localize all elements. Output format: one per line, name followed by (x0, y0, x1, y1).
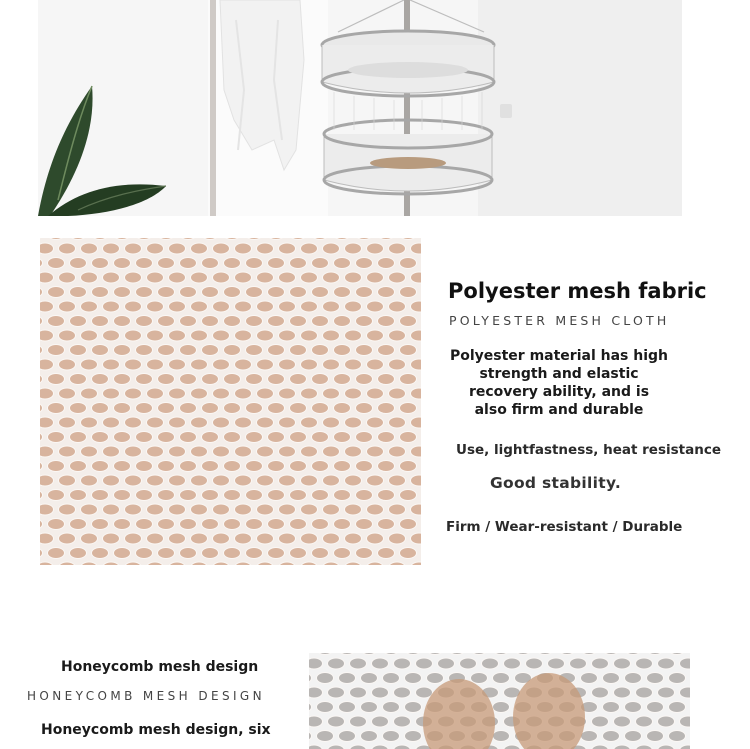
honeycomb-subtitle: HONEYCOMB MESH DESIGN (27, 689, 265, 703)
honeycomb-mesh-closeup (309, 653, 690, 749)
fabric-description (440, 347, 678, 419)
fabric-tagline: Firm / Wear-resistant / Durable (446, 519, 683, 535)
fabric-description-line: Polyester material has high (449, 348, 669, 364)
honeycomb-title: Honeycomb mesh design (61, 659, 259, 675)
honeycomb-description: Honeycomb mesh design, six (41, 722, 271, 738)
polyester-mesh-closeup (40, 238, 421, 565)
drying-rack-photo (38, 0, 682, 216)
fabric-stability: Good stability. (490, 474, 622, 492)
fabric-subtitle: POLYESTER MESH CLOTH (449, 313, 670, 328)
fabric-description-line: strength and elastic (479, 366, 639, 382)
fabric-description-line: also firm and durable (474, 402, 644, 418)
fabric-title: Polyester mesh fabric (448, 279, 707, 303)
fabric-features: Use, lightfastness, heat resistance (456, 442, 721, 458)
fabric-description-line: recovery ability, and is (468, 384, 650, 400)
